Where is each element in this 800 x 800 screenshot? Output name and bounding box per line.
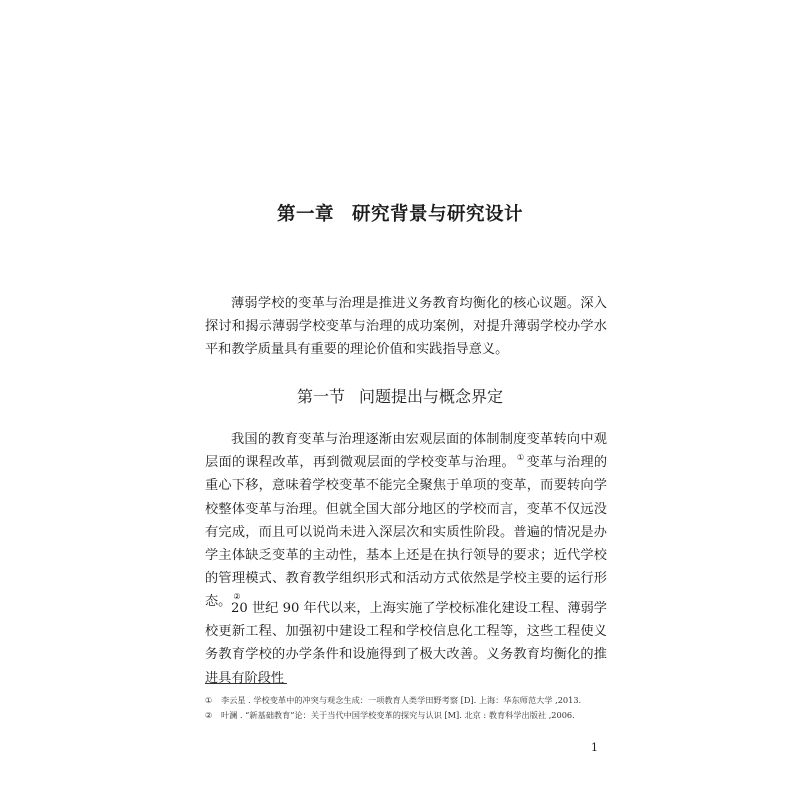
footnote-2 [205,708,615,723]
section-title-text: 问题提出与概念界定 [359,387,504,406]
footnote-text: 李云星 . 学校变革中的冲突与观念生成：一项教育人类学田野考察 [D]. 上海：华东师范大学 ,2013. [221,695,582,705]
body-paragraph-1-block [205,428,607,614]
body-paragraph-2: 20 世纪 90 年代以来，上海实施了学校标准化建设工程、薄弱学校更新工程、加强初中建设工程和学校信息化工程等，这些工程使义务教育学校的办学条件和设施得到了极大改善。义务教育均衡化的推进具有阶段性 [205,601,607,686]
footnote-ref-1[interactable]: ① [516,453,525,463]
footnote-ref-2[interactable]: ② [233,592,241,602]
section-number: 第一节 [296,387,345,406]
chapter-title [0,200,800,226]
footnote-mark: ① [205,695,213,705]
intro-paragraph: 薄弱学校的变革与治理是推进义务教育均衡化的核心议题。深入探讨和揭示薄弱学校变革与治理的成功案例，对提升薄弱学校办学水平和教学质量具有重要的理论价值和实践指导意义。 [205,296,607,358]
body-paragraph-2-block [205,597,607,690]
footnote-divider [205,683,287,684]
footnote-1 [205,693,615,708]
paragraph-text: 变革与治理的重心下移，意味着学校变革不能完全聚焦于单项的变革，而要转向学校整体变革与治理。但就全国大部分地区的学校而言，变革不仅远没有完成，而且可以说尚未进入深层次和实质性阶段。普遍的情况是办学主体缺乏变革的主动性，基本上还是在执行领导的要求；近代学校的管理模式、教育教学组织形式和活动方式依然是学校主要的运行形态。 [205,455,608,610]
body-paragraph-1 [205,428,607,614]
footnote-mark: ② [205,710,213,720]
intro-paragraph-block [205,292,607,362]
chapter-number: 第一章 [276,204,334,225]
page-number: 1 [591,741,598,754]
footnotes [205,693,615,723]
chapter-title-text: 研究背景与研究设计 [352,204,524,225]
footnote-text: 叶澜 . “新基础教育”论：关于当代中国学校变革的探究与认识 [M]. 北京 : 教育科学出版社 ,2006. [221,710,575,720]
section-title [0,384,800,407]
paragraph-text: 我国的教育变革与治理逐渐由宏观层面的体制制度变革转向中观层面的课程改革，再到微观层面的学校变革与治理。 [205,432,607,471]
